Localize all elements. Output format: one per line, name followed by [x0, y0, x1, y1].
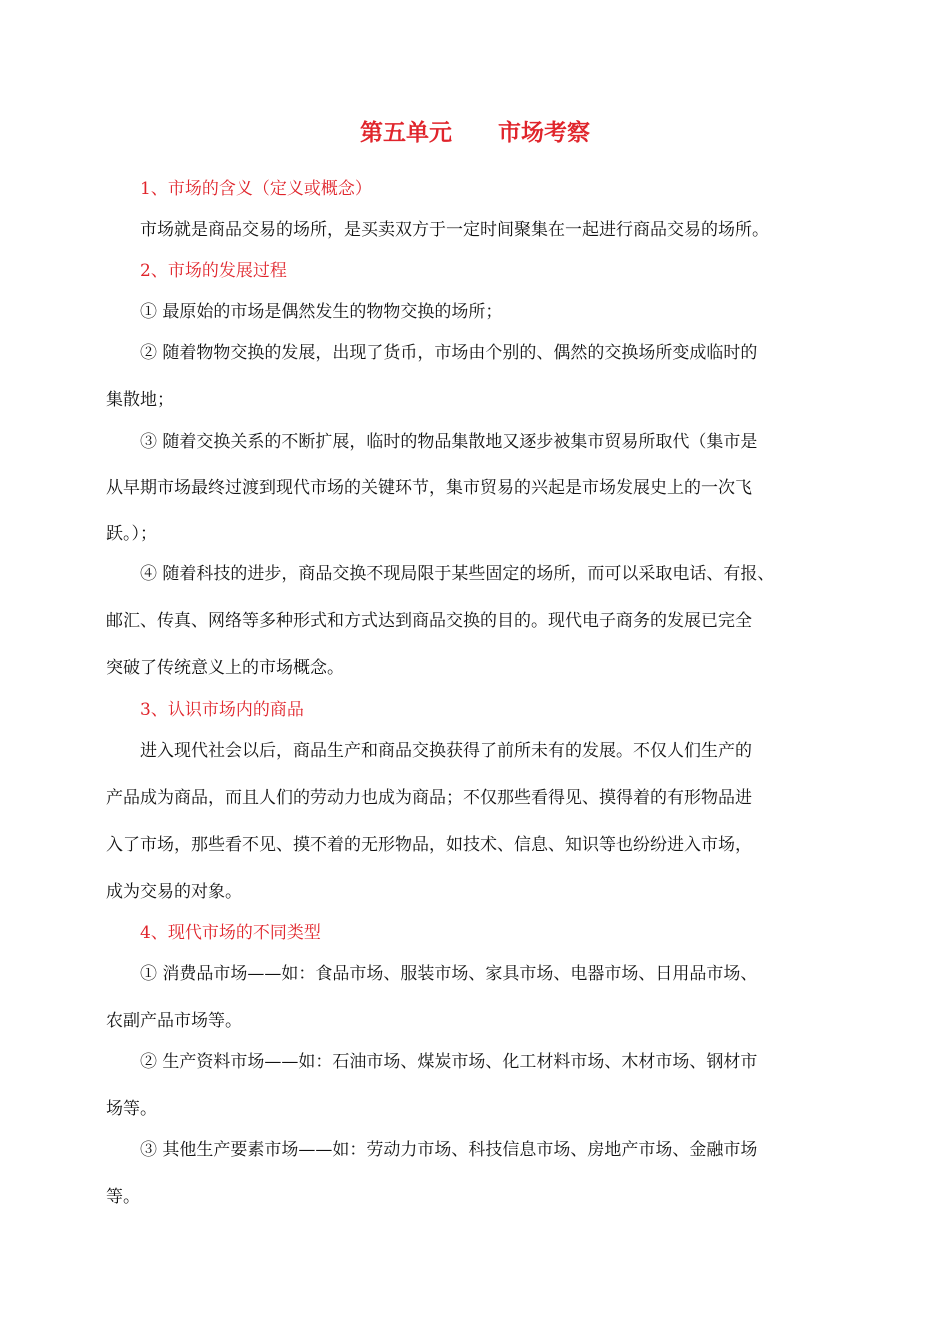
paragraph-line: 进入现代社会以后，商品生产和商品交换获得了前所未有的发展。不仅人们生产的	[140, 741, 752, 761]
paragraph-line: 集散地；	[106, 390, 174, 410]
paragraph-line: 邮汇、传真、网络等多种形式和方式达到商品交换的目的。现代电子商务的发展已完全	[106, 611, 752, 631]
paragraph-line: 产品成为商品，而且人们的劳动力也成为商品；不仅那些看得见、摸得着的有形物品进	[106, 788, 752, 808]
paragraph-line: ① 最原始的市场是偶然发生的物物交换的场所；	[140, 302, 503, 322]
title-unit: 第五单元	[360, 120, 452, 146]
section-heading: 1、市场的含义（定义或概念）	[140, 179, 372, 199]
paragraph-line: 市场就是商品交易的场所，是买卖双方于一定时间聚集在一起进行商品交易的场所。	[140, 220, 769, 240]
paragraph-line: 成为交易的对象。	[106, 882, 242, 902]
paragraph-line: ② 随着物物交换的发展，出现了货币，市场由个别的、偶然的交换场所变成临时的	[140, 343, 758, 363]
paragraph-line: ③ 随着交换关系的不断扩展，临时的物品集散地又逐步被集市贸易所取代（集市是	[140, 432, 758, 452]
paragraph-line: 跃。）；	[106, 524, 157, 544]
paragraph-line: 突破了传统意义上的市场概念。	[106, 658, 344, 678]
page-title	[0, 114, 950, 147]
section-heading: 4、现代市场的不同类型	[140, 923, 321, 943]
paragraph-line: ③ 其他生产要素市场——如：劳动力市场、科技信息市场、房地产市场、金融市场	[140, 1140, 758, 1160]
section-heading: 2、市场的发展过程	[140, 261, 287, 281]
paragraph-line: 场等。	[106, 1099, 157, 1119]
section-heading: 3、认识市场内的商品	[140, 700, 304, 720]
title-topic: 市场考察	[498, 120, 590, 146]
paragraph-line: ① 消费品市场——如：食品市场、服装市场、家具市场、电器市场、日用品市场、	[140, 964, 758, 984]
paragraph-line: ④ 随着科技的进步，商品交换不现局限于某些固定的场所，而可以采取电话、有报、	[140, 564, 775, 584]
paragraph-line: 从早期市场最终过渡到现代市场的关键环节，集市贸易的兴起是市场发展史上的一次飞	[106, 478, 752, 498]
paragraph-line: 农副产品市场等。	[106, 1011, 242, 1031]
paragraph-line: 入了市场，那些看不见、摸不着的无形物品，如技术、信息、知识等也纷纷进入市场，	[106, 835, 752, 855]
paragraph-line: 等。	[106, 1187, 140, 1207]
paragraph-line: ② 生产资料市场——如：石油市场、煤炭市场、化工材料市场、木材市场、钢材市	[140, 1052, 758, 1072]
